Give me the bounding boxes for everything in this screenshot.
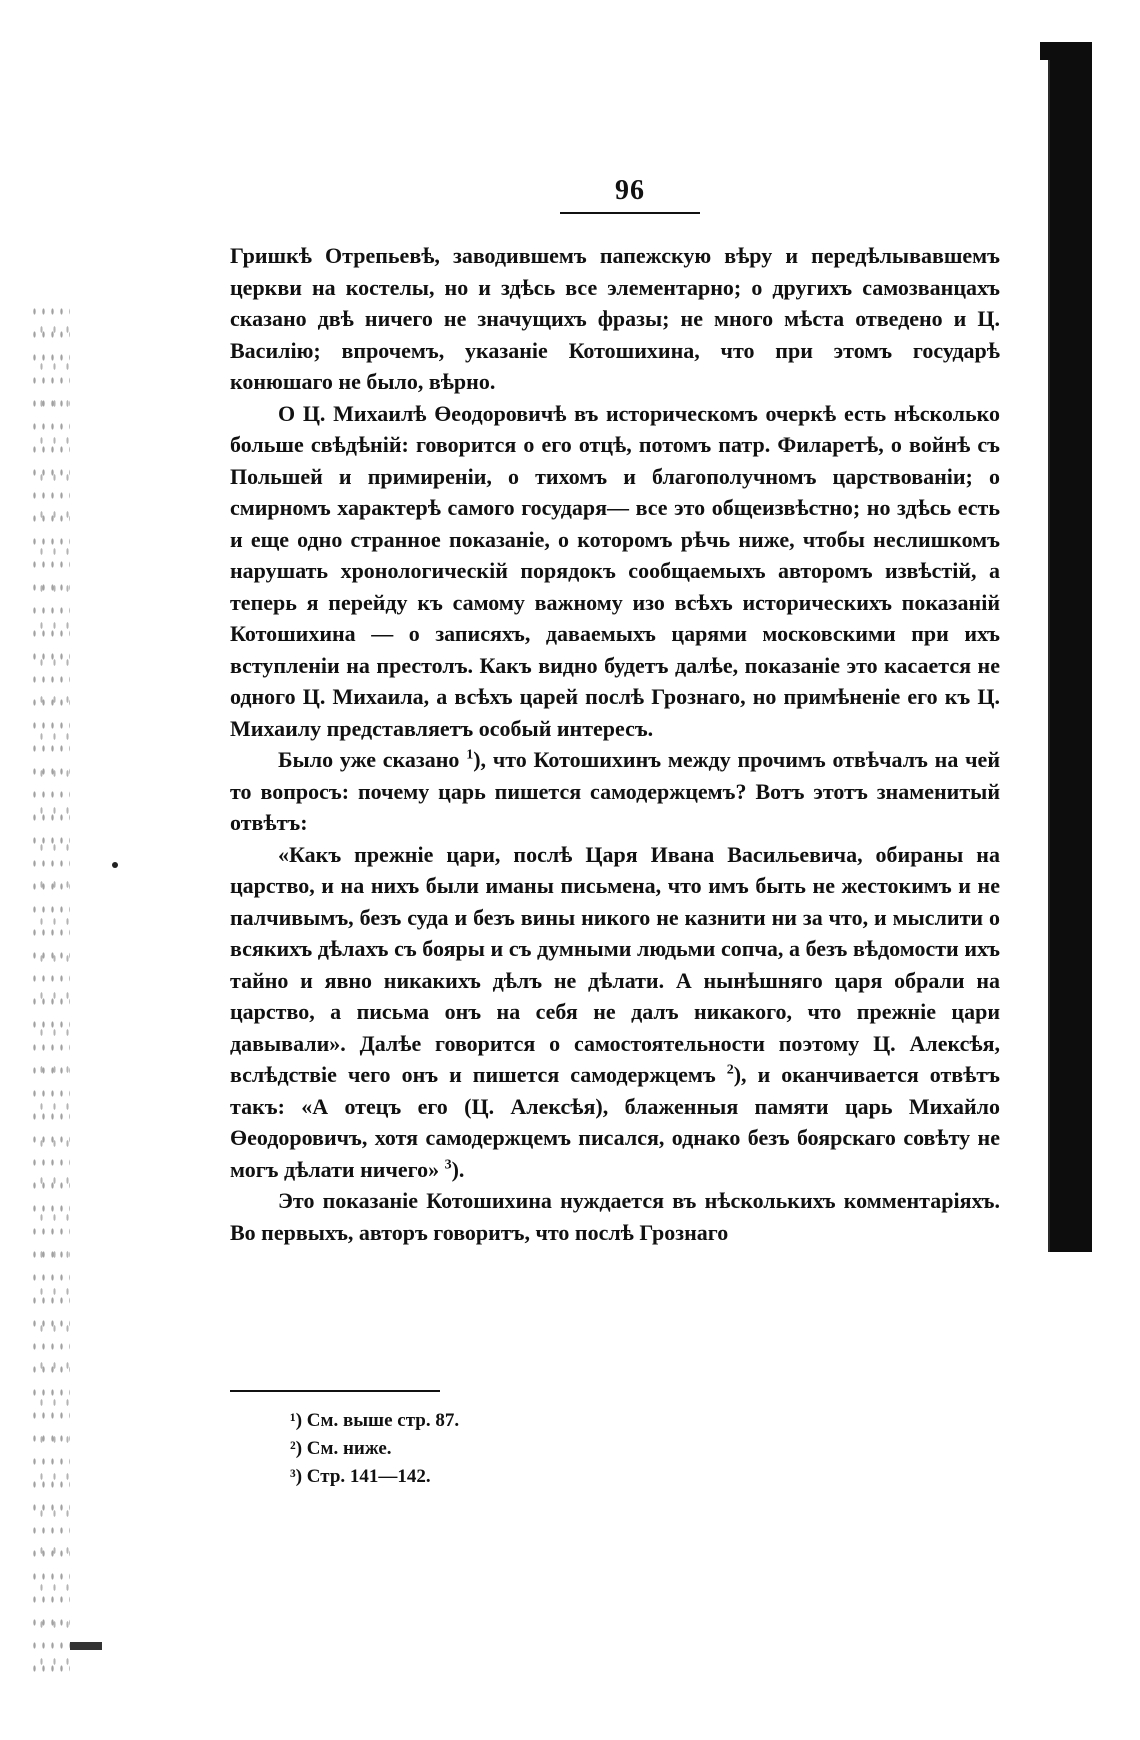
footnote-ref-3: 3	[444, 1157, 452, 1173]
paragraph-4-text-c: ).	[451, 1156, 465, 1182]
footnote-ref-1: 1	[466, 747, 474, 763]
scan-edge-shadow	[1048, 42, 1092, 1252]
footnote-3	[290, 1463, 790, 1491]
scan-edge-tip	[1040, 42, 1080, 60]
footnote-mark: ³)	[290, 1466, 303, 1487]
footnote-mark: ²)	[290, 1438, 303, 1459]
paragraph-4-text-a: «Какъ прежніе цари, послѣ Царя Ивана Васильевича, обираны на царство, и на нихъ были иманы письмена, что имъ быть не жестокимъ и не палчивымъ, безъ суда и безъ вины никого не казнити ни за что, и мыслити о всякихъ дѣлахъ съ бояры и съ думными людьми сопча, а безъ вѣдомости ихъ тайно и явно никакихъ дѣлъ не дѣлати. А нынѣшняго царя обрали на царство, а письма онъ на себя не далъ никакого, что прежніе цари давывали». Далѣе говорится о самостоятельности поэтому Ц. Алексѣя, вслѣдствіе чего онъ и пишется самодержцемъ	[230, 841, 1000, 1087]
paragraph-4-text-b: ), и оканчивается отвѣтъ такъ: «А отецъ его (Ц. Алексѣя), блаженныя памяти царь Михайло Өеодоровичъ, хотя самодержцемъ писался, однако безъ боярскаго совѣту не могъ дѣлати ничего»	[230, 1062, 1001, 1182]
paragraph-3-text-b: ), что Котошихинъ между прочимъ отвѣчалъ на чей то вопросъ: почему царь пишется самодержцемъ? Вотъ этотъ знаменитый отвѣтъ:	[230, 747, 1000, 835]
footnote-text: См. ниже.	[306, 1438, 392, 1459]
body-text	[230, 240, 1000, 1248]
page-number: 96	[560, 176, 700, 214]
footnote-mark: ¹)	[290, 1410, 303, 1431]
scan-noise	[30, 300, 70, 1680]
footnote-divider	[230, 1390, 440, 1392]
footnote-ref-2: 2	[726, 1062, 734, 1078]
footnote-text: Стр. 141—142.	[306, 1466, 431, 1487]
footnote-2	[290, 1435, 790, 1463]
paragraph-1: Гришкѣ Отрепьевѣ, заводившемъ папежскую вѣру и передѣлывавшемъ церкви на костелы, но и здѣсь все элементарно; о другихъ самозванцахъ сказано двѣ ничего не значущихъ фразы; не много мѣста отведено и Ц. Василію; впрочемъ, указаніе Котошихина, что при этомъ государѣ конюшаго не было, вѣрно.	[230, 243, 1000, 394]
scan-speck	[112, 862, 118, 868]
paragraph-5: Это показаніе Котошихина нуждается въ нѣсколькихъ комментаріяхъ. Во первыхъ, авторъ говоритъ, что послѣ Грознаго	[230, 1188, 1000, 1245]
paragraph-2: О Ц. Михаилѣ Өеодоровичѣ въ историческомъ очеркѣ есть нѣсколько больше свѣдѣній: говорится о его отцѣ, потомъ патр. Филаретѣ, о войнѣ съ Польшей и примиреніи, о тихомъ и благополучномъ царствованіи; о смирномъ характерѣ самого государя— все это общеизвѣстно; но здѣсь есть и еще одно странное показаніе, о которомъ рѣчь ниже, чтобы неслишкомъ нарушать хронологическій порядокъ сообщаемыхъ авторомъ извѣстій, а теперь я перейду къ самому важному изо всѣхъ историческихъ показаній Котошихина — о записяхъ, даваемыхъ царями московскими при ихъ вступленіи на престолъ. Какъ видно будетъ далѣе, показаніе это касается не одного Ц. Михаила, а всѣхъ царей послѣ Грознаго, но примѣненіе его къ Ц. Михаилу представляетъ особый интересъ.	[230, 400, 1000, 741]
paragraph-3	[230, 744, 1000, 839]
paragraph-3-text-a: Было уже сказано	[278, 747, 460, 772]
footnote-text: См. выше стр. 87.	[306, 1410, 460, 1431]
footnotes	[290, 1407, 790, 1491]
scan-mark	[70, 1642, 102, 1650]
footnote-1	[290, 1407, 790, 1435]
paragraph-4-quote	[230, 839, 1000, 1186]
